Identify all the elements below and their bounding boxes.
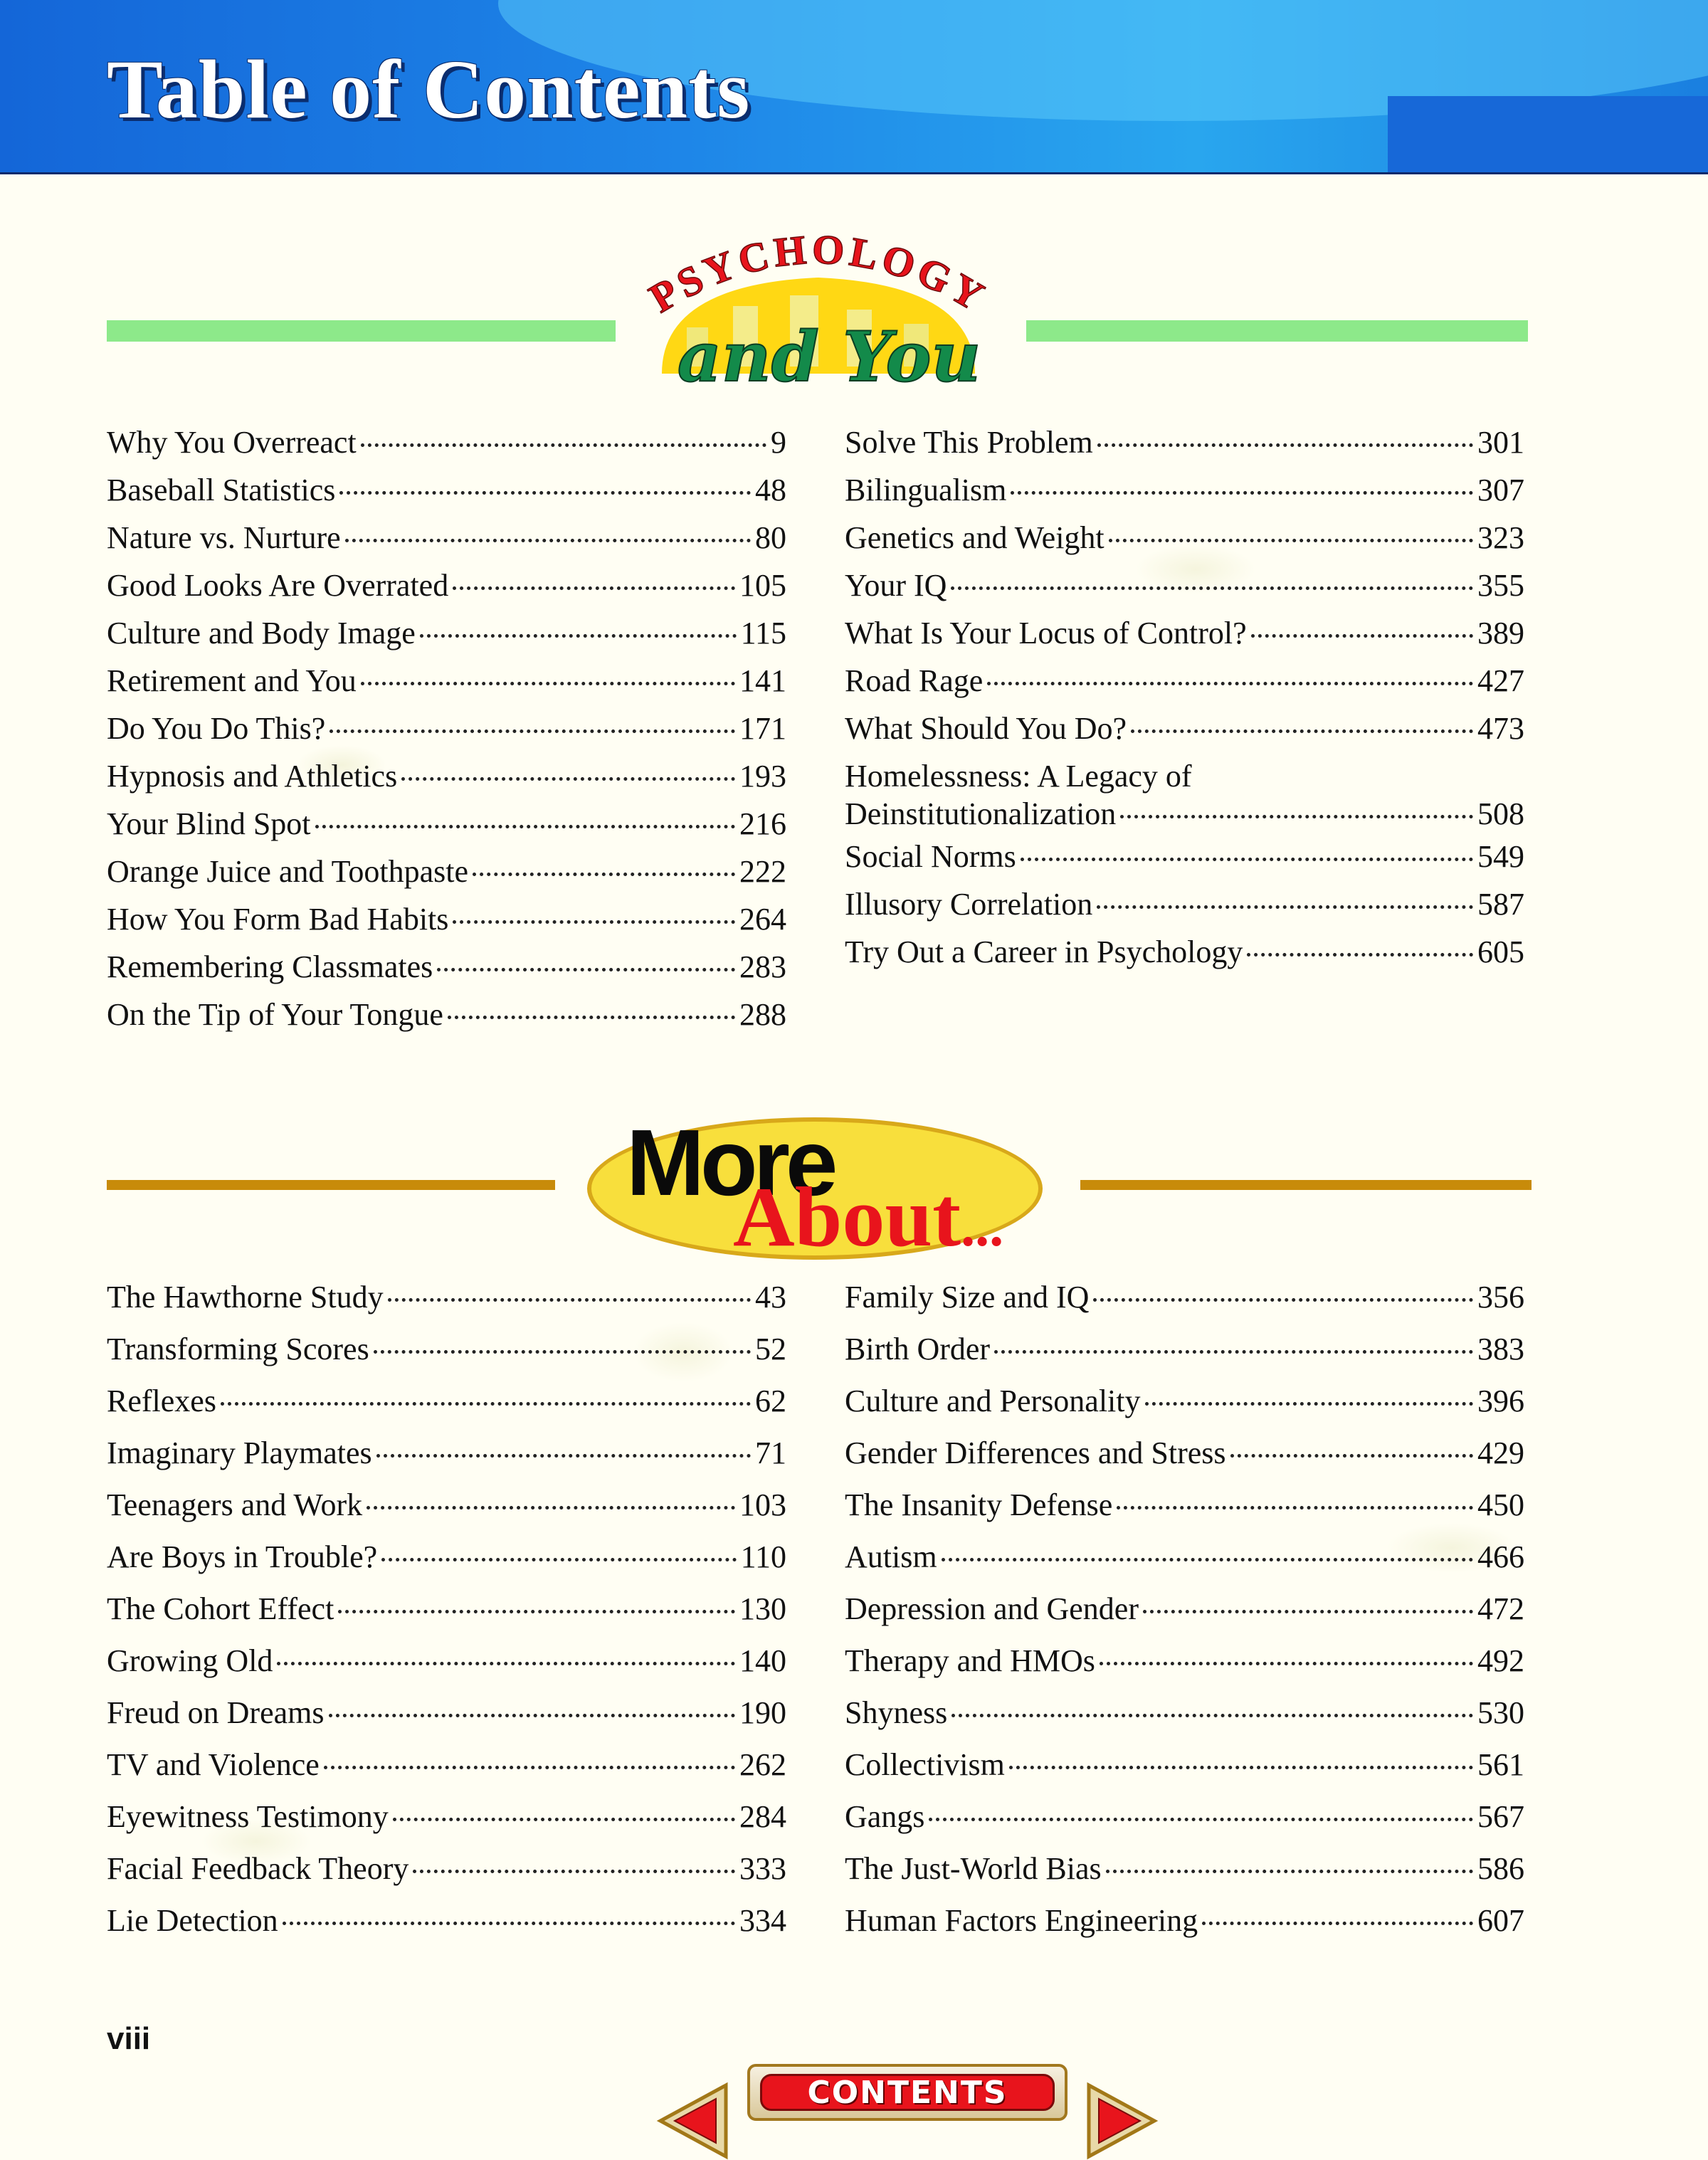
- entry-page: 450: [1477, 1487, 1524, 1522]
- entry-title: What Is Your Locus of Control?: [845, 616, 1247, 650]
- header-block: [1388, 96, 1708, 174]
- dot-leader: [1021, 858, 1473, 861]
- entry-title: Growing Old: [107, 1643, 273, 1678]
- entry-page: 190: [739, 1695, 786, 1730]
- entry-title: Remembering Classmates: [107, 949, 433, 984]
- dot-leader: [437, 968, 735, 971]
- entry-page: 301: [1477, 425, 1524, 460]
- entry-title: Your IQ: [845, 568, 947, 603]
- dot-leader: [1093, 1298, 1473, 1302]
- entry-title: Imaginary Playmates: [107, 1435, 372, 1470]
- entry-page: 586: [1477, 1851, 1524, 1886]
- logo-script-text: and You: [677, 317, 981, 397]
- header-banner: [0, 0, 1708, 174]
- entry-page: 356: [1477, 1280, 1524, 1315]
- dot-leader: [1145, 1402, 1474, 1406]
- dot-leader: [951, 1714, 1473, 1717]
- psychology-list-left: [107, 424, 786, 1044]
- dot-leader: [393, 1818, 735, 1821]
- dot-leader: [315, 825, 735, 828]
- entry-title: Teenagers and Work: [107, 1487, 363, 1522]
- entry-page: 427: [1477, 663, 1524, 698]
- section-rule-right: [1080, 1180, 1532, 1190]
- toc-entry[interactable]: [845, 1747, 1524, 1798]
- toc-entry[interactable]: [107, 1383, 786, 1435]
- page-number: viii: [107, 2021, 151, 2056]
- entry-title: Birth Order: [845, 1332, 991, 1366]
- toc-entry-first-line[interactable]: Homelessness: A Legacy of: [845, 759, 1192, 794]
- toc-entry[interactable]: [845, 1695, 1524, 1747]
- dot-leader: [345, 539, 751, 542]
- entry-title: Transforming Scores: [107, 1332, 369, 1366]
- toc-entry[interactable]: [107, 567, 786, 615]
- dot-leader: [361, 443, 766, 447]
- toc-entry[interactable]: [845, 1279, 1524, 1331]
- entry-page: 473: [1477, 711, 1524, 746]
- entry-page: 115: [740, 616, 786, 650]
- entry-title: Reflexes: [107, 1384, 216, 1418]
- toc-entry[interactable]: [107, 663, 786, 710]
- section-rule-right: [1026, 320, 1528, 342]
- toc-entry[interactable]: [107, 424, 786, 472]
- entry-title: Baseball Statistics: [107, 473, 336, 507]
- dot-leader: [374, 1350, 751, 1354]
- entry-page: 561: [1477, 1747, 1524, 1782]
- entry-title: Good Looks Are Overrated: [107, 568, 449, 603]
- dot-leader: [1251, 634, 1473, 638]
- toc-entry[interactable]: [107, 1695, 786, 1747]
- toc-entry[interactable]: [107, 1850, 786, 1902]
- dot-leader: [329, 1714, 736, 1717]
- toc-entry[interactable]: [107, 949, 786, 996]
- toc-entry[interactable]: [107, 710, 786, 758]
- toc-entry[interactable]: [107, 758, 786, 806]
- toc-entry[interactable]: [845, 567, 1524, 615]
- entry-page: 355: [1477, 568, 1524, 603]
- dot-leader: [951, 586, 1473, 590]
- toc-entry[interactable]: [107, 520, 786, 567]
- toc-entry[interactable]: [845, 424, 1524, 472]
- dot-leader: [324, 1766, 735, 1769]
- entry-page: 222: [739, 854, 786, 889]
- dot-leader: [473, 873, 735, 876]
- toc-entry[interactable]: [107, 1487, 786, 1539]
- dot-leader: [381, 1558, 737, 1561]
- dot-leader: [1143, 1610, 1473, 1613]
- dot-leader: [1202, 1922, 1473, 1925]
- entry-page: 43: [755, 1280, 786, 1315]
- toc-entry[interactable]: [845, 1435, 1524, 1487]
- entry-page: 9: [771, 425, 786, 460]
- dot-leader: [994, 1350, 1473, 1354]
- entry-title: The Cohort Effect: [107, 1591, 334, 1626]
- left-arrow-icon[interactable]: [655, 2082, 733, 2160]
- contents-label: CONTENTS: [807, 2074, 1008, 2111]
- entry-title: Your Blind Spot: [107, 806, 311, 841]
- dot-leader: [330, 729, 735, 733]
- toc-entry[interactable]: [107, 996, 786, 1044]
- entry-page: 389: [1477, 616, 1524, 650]
- entry-title: Illusory Correlation: [845, 887, 1093, 922]
- toc-entry[interactable]: [845, 1487, 1524, 1539]
- header-stripe: [0, 172, 1708, 174]
- entry-title: Human Factors Engineering: [845, 1903, 1198, 1938]
- toc-entry[interactable]: [845, 1902, 1524, 1954]
- entry-title: Depression and Gender: [845, 1591, 1139, 1626]
- dot-leader: [1247, 953, 1473, 957]
- psychology-list-right: [845, 424, 1524, 981]
- toc-entry[interactable]: [845, 710, 1524, 758]
- toc-entry[interactable]: [107, 1747, 786, 1798]
- logo-about-word: About: [733, 1169, 961, 1264]
- more-about-list-right: [845, 1279, 1524, 1954]
- toc-entry[interactable]: [845, 1643, 1524, 1695]
- entry-page: 130: [739, 1591, 786, 1626]
- toc-entry[interactable]: [845, 886, 1524, 934]
- dot-leader: [376, 1454, 751, 1458]
- toc-entry[interactable]: [845, 520, 1524, 567]
- entry-title: Facial Feedback Theory: [107, 1851, 409, 1886]
- entry-title: Therapy and HMOs: [845, 1643, 1095, 1678]
- entry-page: 288: [739, 997, 786, 1032]
- entry-title: Road Rage: [845, 663, 984, 698]
- entry-title: Culture and Personality: [845, 1384, 1141, 1418]
- dot-leader: [1230, 1454, 1473, 1458]
- entry-title: Bilingualism: [845, 473, 1007, 507]
- entry-title: Orange Juice and Toothpaste: [107, 854, 469, 889]
- toc-entry[interactable]: [845, 472, 1524, 520]
- toc-entry[interactable]: [845, 838, 1524, 886]
- dot-leader: [1106, 1870, 1473, 1873]
- toc-entry[interactable]: [107, 1902, 786, 1954]
- entry-page: 193: [739, 759, 786, 794]
- dot-leader: [1109, 539, 1473, 542]
- entry-page: 508: [1477, 796, 1524, 831]
- entry-title: The Just-World Bias: [845, 1851, 1102, 1886]
- entry-page: 80: [755, 520, 786, 555]
- entry-title: Culture and Body Image: [107, 616, 416, 650]
- entry-page: 607: [1477, 1903, 1524, 1938]
- entry-page: 110: [740, 1539, 786, 1574]
- entry-title: The Insanity Defense: [845, 1487, 1113, 1522]
- dot-leader: [361, 682, 735, 685]
- entry-page: 171: [739, 711, 786, 746]
- entry-title: Gangs: [845, 1799, 925, 1834]
- entry-page: 264: [739, 902, 786, 937]
- section-rule-left: [107, 1180, 555, 1190]
- dot-leader: [420, 634, 737, 638]
- more-about-logo: [580, 1110, 1050, 1267]
- entry-title: Try Out a Career in Psychology: [845, 934, 1243, 969]
- entry-page: 472: [1477, 1591, 1524, 1626]
- dot-leader: [338, 1610, 735, 1613]
- entry-page: 429: [1477, 1435, 1524, 1470]
- dot-leader: [453, 586, 735, 590]
- entry-page: 262: [739, 1747, 786, 1782]
- entry-page: 283: [739, 949, 786, 984]
- entry-page: 333: [739, 1851, 786, 1886]
- entry-title: Social Norms: [845, 839, 1016, 874]
- entry-title: On the Tip of Your Tongue: [107, 997, 443, 1032]
- dot-leader: [388, 1298, 751, 1302]
- toc-entry[interactable]: [107, 1279, 786, 1331]
- entry-title: Nature vs. Nurture: [107, 520, 341, 555]
- dot-leader: [1117, 1506, 1473, 1510]
- entry-page: 549: [1477, 839, 1524, 874]
- dot-leader: [1009, 1766, 1473, 1769]
- toc-entry[interactable]: [107, 1798, 786, 1850]
- entry-title: Collectivism: [845, 1747, 1005, 1782]
- dot-leader: [413, 1870, 735, 1873]
- entry-page: 216: [739, 806, 786, 841]
- entry-title: Autism: [845, 1539, 937, 1574]
- toc-entry[interactable]: [107, 853, 786, 901]
- entry-title: Family Size and IQ: [845, 1280, 1090, 1315]
- toc-entry[interactable]: [107, 1591, 786, 1643]
- entry-title: Freud on Dreams: [107, 1695, 325, 1730]
- toc-entry[interactable]: [845, 796, 1524, 838]
- logo-more-text: More: [626, 1110, 834, 1215]
- entry-page: 587: [1477, 887, 1524, 922]
- entry-title: Lie Detection: [107, 1903, 278, 1938]
- toc-entry[interactable]: [845, 1798, 1524, 1850]
- entry-title: Retirement and You: [107, 663, 357, 698]
- dot-leader: [221, 1402, 751, 1406]
- toc-entry[interactable]: [845, 1850, 1524, 1902]
- section-rule-left: [107, 320, 616, 342]
- entry-page: 383: [1477, 1332, 1524, 1366]
- dot-leader: [448, 1016, 735, 1019]
- entry-title: Solve This Problem: [845, 425, 1093, 460]
- toc-entry[interactable]: [845, 1331, 1524, 1383]
- dot-leader: [929, 1818, 1473, 1821]
- dot-leader: [1097, 443, 1473, 447]
- toc-entry[interactable]: [845, 1383, 1524, 1435]
- right-arrow-icon[interactable]: [1082, 2082, 1160, 2160]
- entry-title: What Should You Do?: [845, 711, 1127, 746]
- entry-page: 567: [1477, 1799, 1524, 1834]
- entry-title: Shyness: [845, 1695, 948, 1730]
- contents-button-face: [760, 2074, 1055, 2111]
- dot-leader: [987, 682, 1473, 685]
- entry-page: 141: [739, 663, 786, 698]
- entry-page: 466: [1477, 1539, 1524, 1574]
- dot-leader: [1100, 1662, 1473, 1665]
- entry-page: 323: [1477, 520, 1524, 555]
- dot-leader: [453, 920, 735, 924]
- entry-title: Eyewitness Testimony: [107, 1799, 389, 1834]
- more-about-list-left: [107, 1279, 786, 1954]
- entry-page: 334: [739, 1903, 786, 1938]
- entry-page: 396: [1477, 1384, 1524, 1418]
- entry-page: 284: [739, 1799, 786, 1834]
- entry-page: 103: [739, 1487, 786, 1522]
- toc-entry[interactable]: [107, 1435, 786, 1487]
- entry-title: Hypnosis and Athletics: [107, 759, 398, 794]
- dot-leader: [942, 1558, 1473, 1561]
- toc-entry[interactable]: [845, 663, 1524, 710]
- toc-entry[interactable]: [107, 1643, 786, 1695]
- dot-leader: [367, 1506, 735, 1510]
- dot-leader: [1011, 491, 1473, 495]
- entry-page: 62: [755, 1384, 786, 1418]
- dot-leader: [1120, 815, 1473, 818]
- entry-page: 492: [1477, 1643, 1524, 1678]
- logo-arc-text: PSYCHOLOGY: [641, 226, 996, 322]
- toc-entry[interactable]: [107, 1539, 786, 1591]
- dot-leader: [339, 491, 751, 495]
- toc-entry[interactable]: [107, 806, 786, 853]
- dot-leader: [1097, 905, 1473, 909]
- logo-ellipsis: ...: [961, 1196, 1004, 1258]
- logo-about-text: [733, 1169, 1004, 1264]
- entry-title: Why You Overreact: [107, 425, 357, 460]
- entry-page: 52: [755, 1332, 786, 1366]
- page-title: Table of Contents: [107, 43, 751, 136]
- toc-entry[interactable]: [107, 615, 786, 663]
- entry-page: 71: [755, 1435, 786, 1470]
- toc-entry[interactable]: [107, 901, 786, 949]
- entry-title: Genetics and Weight: [845, 520, 1105, 555]
- dot-leader: [401, 777, 735, 781]
- entry-title: Gender Differences and Stress: [845, 1435, 1226, 1470]
- entry-title: Deinstitutionalization: [845, 796, 1117, 831]
- dot-leader: [1131, 729, 1473, 733]
- toc-entry[interactable]: [845, 615, 1524, 663]
- entry-page: 48: [755, 473, 786, 507]
- entry-page: 307: [1477, 473, 1524, 507]
- entry-title: Do You Do This?: [107, 711, 326, 746]
- entry-title: TV and Violence: [107, 1747, 320, 1782]
- entry-page: 605: [1477, 934, 1524, 969]
- dot-leader: [277, 1662, 735, 1665]
- toc-entry[interactable]: [845, 1591, 1524, 1643]
- entry-title: How You Form Bad Habits: [107, 902, 449, 937]
- psychology-and-you-logo: [612, 221, 1025, 406]
- entry-page: 105: [739, 568, 786, 603]
- entry-title: Are Boys in Trouble?: [107, 1539, 378, 1574]
- toc-entry[interactable]: [107, 1331, 786, 1383]
- toc-entry[interactable]: [845, 934, 1524, 981]
- toc-entry[interactable]: [107, 472, 786, 520]
- entry-page: 140: [739, 1643, 786, 1678]
- toc-entry[interactable]: [845, 1539, 1524, 1591]
- entry-page: 530: [1477, 1695, 1524, 1730]
- entry-title: The Hawthorne Study: [107, 1280, 384, 1315]
- contents-button[interactable]: [747, 2064, 1068, 2121]
- dot-leader: [283, 1922, 735, 1925]
